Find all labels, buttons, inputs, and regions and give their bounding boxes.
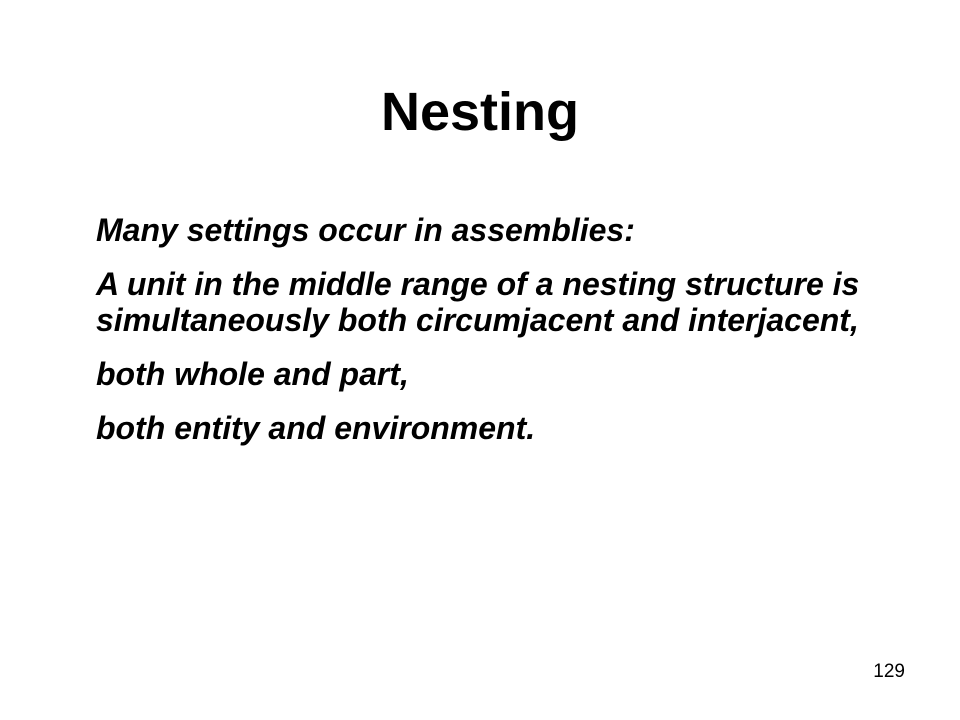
body-line: both entity and environment.: [96, 410, 536, 446]
slide-body: [96, 212, 896, 464]
body-line: A unit in the middle range of a nesting structure is simultaneously both circumjacent and interjacent,: [96, 266, 860, 338]
body-line: both whole and part,: [96, 356, 409, 392]
page-number: 129: [873, 661, 905, 682]
slide-title: Nesting: [380, 82, 580, 142]
body-line: Many settings occur in assemblies:: [96, 212, 635, 248]
